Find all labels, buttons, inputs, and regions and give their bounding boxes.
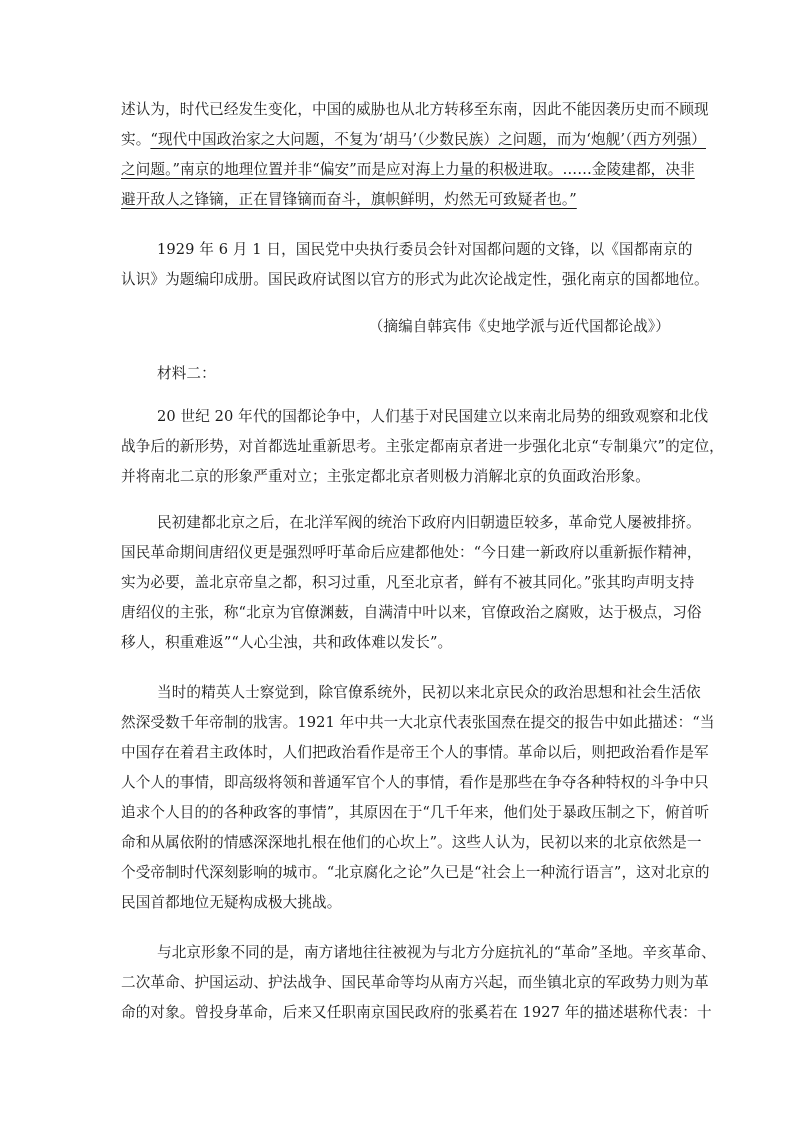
underlined-quote-line-3: 避开敌人之锋镝，正在冒锋镝而奋斗，旗帜鲜明，灼然无可致疑者也。” [121, 191, 577, 208]
paragraph-5-line-7: 个受帝制时代深刻影响的城市。“北京腐化之论”久已是“社会上一种流行语言”，这对北京的 [121, 864, 710, 881]
paragraph-4-line-3: 实为必要，盖北京帝皇之都，积习过重，凡至北京者，鲜有不被其同化。”张其昀声明支持 [121, 574, 695, 591]
source-citation: （摘编自韩宾伟《史地学派与近代国都论战》） [368, 318, 670, 335]
paragraph-4-line-1: 民初建都北京之后，在北洋军阀的统治下政府内旧朝遗臣较多，革命党人屡被排挤。 [157, 514, 701, 531]
paragraph-1-line-1: 述认为，时代已经发生变化，中国的威胁也从北方转移至东南，因此不能因袭历史而不顾现 [121, 101, 709, 118]
paragraph-5-line-6: 命和从属依附的情感深深地扎根在他们的心坎上”。这些人认为，民初以来的北京依然是一 [121, 834, 702, 851]
material-two-heading: 材料二： [157, 365, 216, 382]
paragraph-6-line-1: 与北京形象不同的是，南方诸地往往被视为与北方分庭抗礼的“革命”圣地。辛亥革命、 [157, 944, 716, 961]
paragraph-2-line-1: 1929 年 6 月 1 日，国民党中央执行委员会针对国都问题的文锋，以《国都南京的 [157, 241, 693, 258]
underlined-quote-line-1: “现代中国政治家之大问题，不复为‘胡马’（少数民族）之问题，而为‘炮舰’（西方列强） [150, 131, 706, 148]
paragraph-4-line-4: 唐绍仪的主张，称“北京为官僚渊薮，自满清中叶以来，官僚政治之腐败，达于极点，习俗 [121, 604, 702, 621]
underlined-quote-line-2: 之问题。”南京的地理位置并非“偏安”而是应对海上力量的积极进取。……金陵建都，决非 [121, 161, 695, 178]
paragraph-3-line-1: 20 世纪 20 年代的国都论争中，人们基于对民国建立以来南北局势的细致观察和北伐 [157, 408, 709, 425]
paragraph-3-line-2: 战争后的新形势，对首都选址重新思考。主张定都南京者进一步强化北京“专制巢穴”的定位， [121, 438, 724, 455]
paragraph-2-line-2: 认识》为题编印成册。国民政府试图以官方的形式为此次论战定性，强化南京的国都地位。 [121, 271, 709, 288]
paragraph-5-line-8: 民国首都地位无疑构成极大挑战。 [121, 894, 342, 911]
paragraph-5-line-3: 中国存在着君主政体时，人们把政治看作是帝王个人的事情。革命以后，则把政治看作是军 [121, 744, 709, 761]
paragraph-1-line-2 [121, 130, 706, 150]
paragraph-6-line-3: 命的对象。曾投身革命，后来又任职南京国民政府的张奚若在 1927 年的描述堪称代表：十 [121, 1004, 712, 1021]
paragraph-6-line-2: 二次革命、护国运动、护法战争、国民革命等均从南方兴起，而坐镇北京的军政势力则为革 [121, 974, 709, 991]
paragraph-3-line-3: 并将南北二京的形象严重对立；主张定都北京者则极力消解北京的负面政治形象。 [121, 468, 650, 485]
paragraph-5-line-1: 当时的精英人士察觉到，除官僚系统外，民初以来北京民众的政治思想和社会生活依 [157, 684, 701, 701]
paragraph-5-line-5: 追求个人目的的各种政客的事情”，其原因在于“几千年来，他们处于暴政压制之下，俯首听 [121, 804, 710, 821]
paragraph-4-line-5: 移人，积重难返”“人心尘浊，共和政体难以发长”。 [121, 634, 453, 651]
paragraph-5-line-4: 人个人的事情，即高级将领和普通军官个人的事情，看作是那些在争夺各种特权的斗争中只 [121, 774, 709, 791]
paragraph-4-line-2: 国民革命期间唐绍仪更是强烈呼吁革命后应建都他处：“今日建一新政府以重新振作精神， [121, 544, 702, 561]
paragraph-5-line-2: 然深受数千年帝制的戕害。1921 年中共一大北京代表张国焘在提交的报告中如此描述：“当 [121, 714, 715, 731]
paragraph-1-line-2-text: 实。 [121, 131, 151, 148]
